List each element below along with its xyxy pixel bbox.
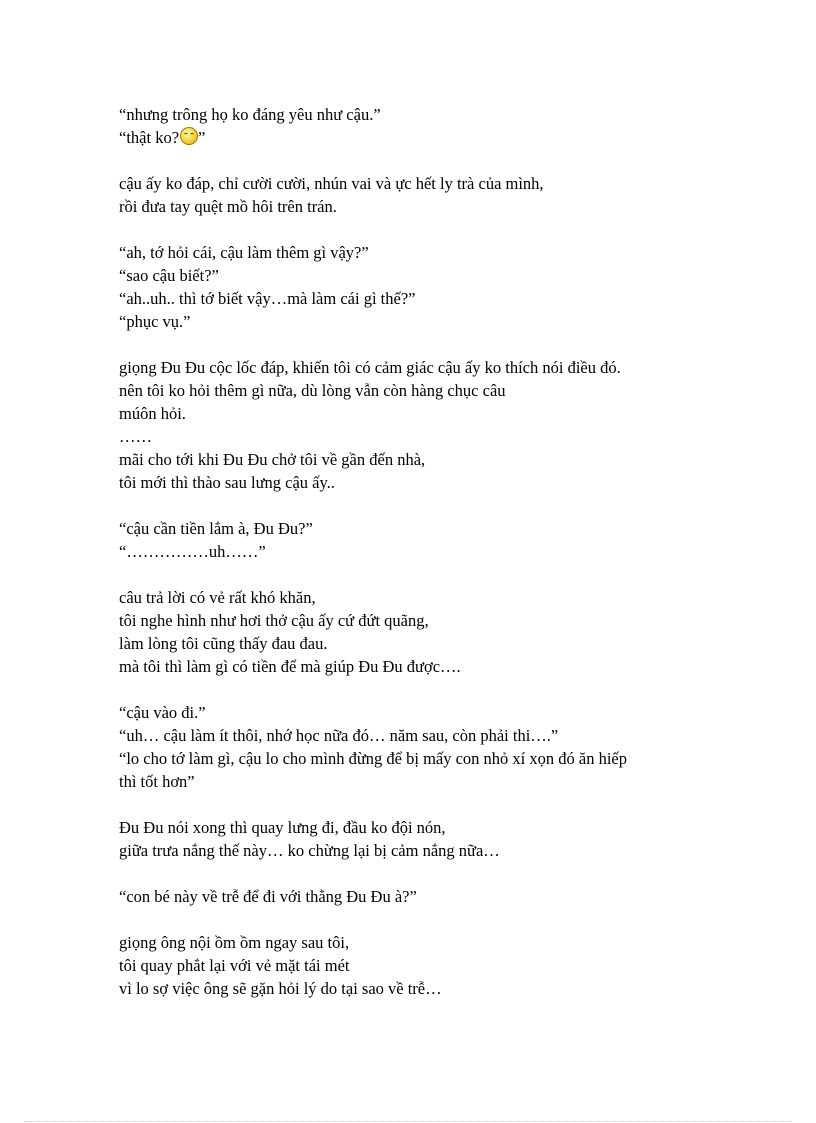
- blank-line: [119, 333, 719, 356]
- blank-line: [119, 862, 719, 885]
- text-line: “phục vụ.”: [119, 312, 191, 331]
- text-line: “con bé này về trễ để đi với thằng Đu Đu à?”: [119, 887, 417, 906]
- text-line: Đu Đu nói xong thì quay lưng đi, đầu ko đội nón,: [119, 818, 446, 837]
- text-line: ……: [119, 427, 152, 446]
- blank-line: [119, 793, 719, 816]
- text-line: “cậu vào đi.”: [119, 703, 206, 722]
- text-line: tôi nghe hình như hơi thở cậu ấy cứ đứt quãng,: [119, 611, 429, 630]
- text-line: giọng ông nội ồm ồm ngay sau tôi,: [119, 933, 350, 952]
- story-text: [119, 103, 719, 1000]
- text-line: thì tốt hơn”: [119, 772, 195, 791]
- text-span: ”: [198, 128, 206, 147]
- text-line: “sao cậu biết?”: [119, 266, 219, 285]
- text-line: vì lo sợ việc ông sẽ gặn hỏi lý do tại sao về trễ…: [119, 979, 442, 998]
- text-line: cậu ấy ko đáp, chỉ cười cười, nhún vai và ực hết ly trà của mình,: [119, 174, 544, 193]
- blank-line: [119, 563, 719, 586]
- text-line: “ah..uh.. thì tớ biết vậy…mà làm cái gì thế?”: [119, 289, 416, 308]
- text-line: tôi mới thì thào sau lưng cậu ấy..: [119, 473, 335, 492]
- text-line: làm lòng tôi cũng thấy đau đau.: [119, 634, 328, 653]
- text-line: múôn hỏi.: [119, 404, 186, 423]
- blank-line: [119, 908, 719, 931]
- text-line: giọng Đu Đu cộc lốc đáp, khiến tôi có cảm giác cậu ấy ko thích nói điều đó.: [119, 358, 621, 377]
- text-line: mãi cho tới khi Đu Đu chở tôi về gần đến nhà,: [119, 450, 426, 469]
- text-line: giữa trưa nắng thế này… ko chừng lại bị cảm nắng nữa…: [119, 841, 500, 860]
- page-bottom-rule: [24, 1121, 792, 1122]
- text-line: “cậu cần tiền lắm à, Đu Đu?”: [119, 519, 313, 538]
- blank-line: [119, 149, 719, 172]
- text-line: “……………uh……”: [119, 542, 266, 561]
- text-line: nên tôi ko hỏi thêm gì nữa, dù lòng vẫn còn hàng chục câu: [119, 381, 506, 400]
- text-line: câu trả lời có vẻ rất khó khăn,: [119, 588, 316, 607]
- text-line: mà tôi thì làm gì có tiền để mà giúp Đu Đu được….: [119, 657, 461, 676]
- smiley-face-icon: [180, 127, 198, 145]
- blank-line: [119, 494, 719, 517]
- blank-line: [119, 678, 719, 701]
- text-line: “uh… cậu làm ít thôi, nhớ học nữa đó… năm sau, còn phải thi….”: [119, 726, 559, 745]
- text-line: tôi quay phắt lại với vẻ mặt tái mét: [119, 956, 350, 975]
- text-line: “nhưng trông họ ko đáng yêu như cậu.”: [119, 105, 381, 124]
- text-line: “ah, tớ hỏi cái, cậu làm thêm gì vậy?”: [119, 243, 369, 262]
- text-line: “lo cho tớ làm gì, cậu lo cho mình đừng để bị mấy con nhỏ xí xọn đó ăn hiếp: [119, 749, 627, 768]
- blank-line: [119, 218, 719, 241]
- text-line: rồi đưa tay quệt mồ hôi trên trán.: [119, 197, 337, 216]
- text-span: “thật ko?: [119, 128, 180, 147]
- text-line: [119, 126, 719, 149]
